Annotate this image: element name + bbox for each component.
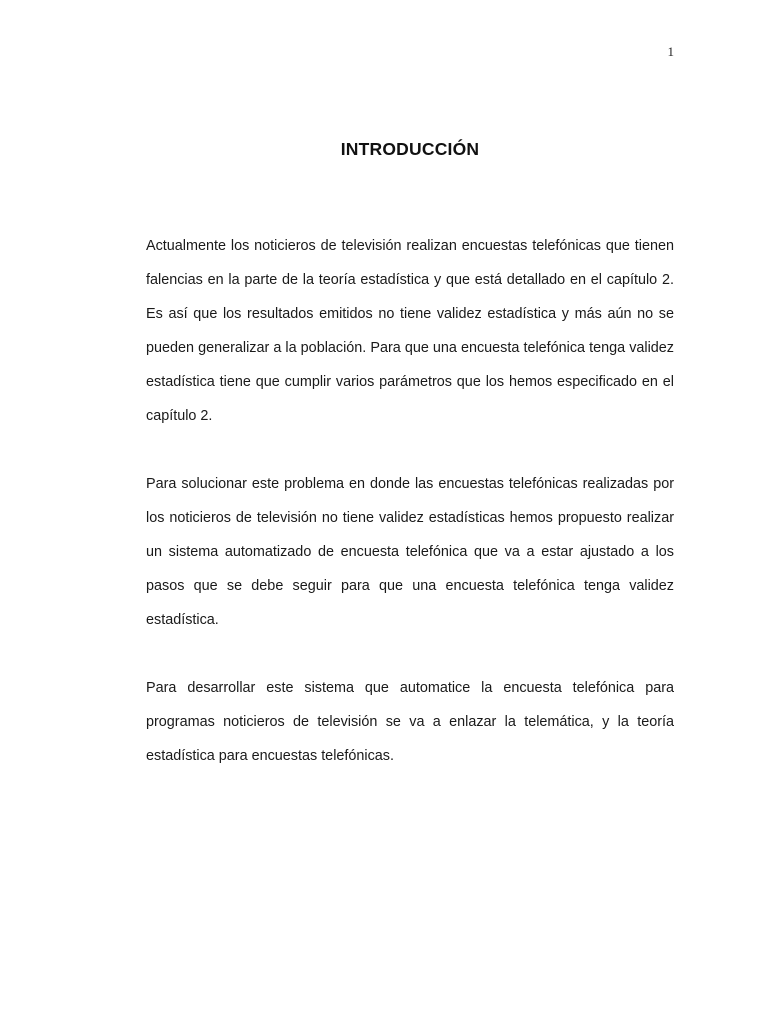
paragraph-1: Actualmente los noticieros de televisión realizan encuestas telefónicas que tienen falencias en la parte de la teoría estadística y que está detallado en el capítulo 2. Es así que los resultados emitidos no tiene validez estadística y más aún no se pueden generalizar a la población. Para que una encuesta telefónica tenga validez estadística tiene que cumplir varios parámetros que los hemos especificado en el capítulo 2. [146, 238, 674, 424]
paragraph-2: Para solucionar este problema en donde las encuestas telefónicas realizadas por los noticieros de televisión no tiene validez estadísticas hemos propuesto realizar un sistema automatizado de encuesta telefónica que va a estar ajustado a los pasos que se debe seguir para que una encuesta telefónica tenga validez estadística. [146, 476, 674, 628]
paragraph-3: Para desarrollar este sistema que automatice la encuesta telefónica para programas noticieros de televisión se va a enlazar la telemática, y la teoría estadística para encuestas telefónicas. [146, 680, 674, 764]
page-title: INTRODUCCIÓN [340, 139, 480, 159]
page-number: 1 [667, 44, 674, 59]
body-text [146, 229, 674, 807]
